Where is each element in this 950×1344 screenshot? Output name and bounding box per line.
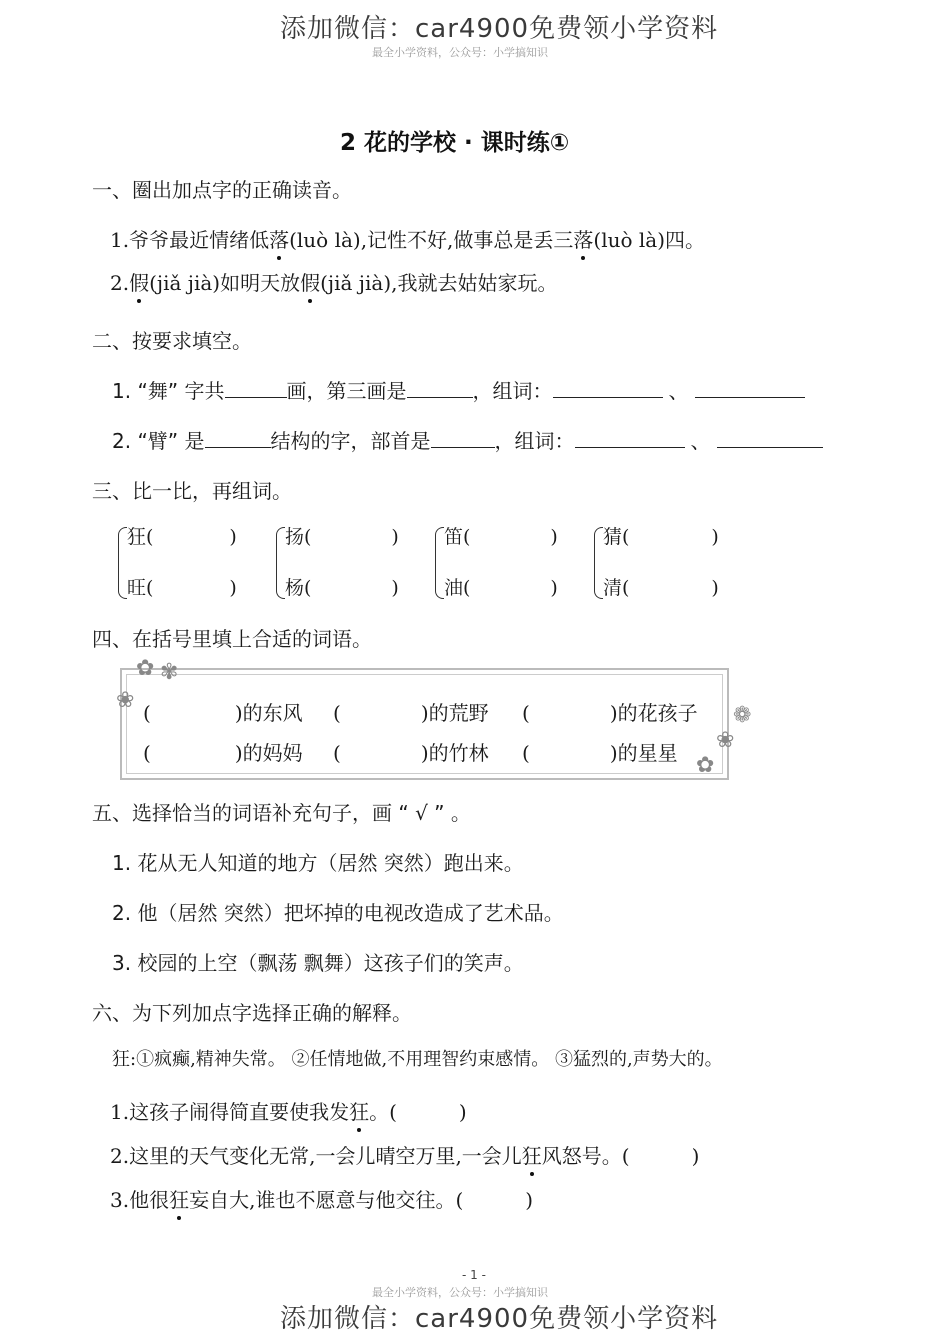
compare-top-2: 扬( ): [285, 526, 399, 548]
flower-icon-bottom-right-2: ✿: [696, 753, 715, 778]
flower-icon-bottom-right: ❀: [716, 728, 735, 753]
compare-top-4: 猜( ): [603, 526, 719, 548]
s1-question-2: [110, 267, 557, 296]
s6-q2-text-a: 2.这里的天气变化无常,一会儿晴空万里,一会儿: [110, 1144, 522, 1168]
word-blank-3[interactable]: [575, 429, 685, 448]
fill-item-5: ( )的竹林: [333, 741, 489, 765]
compare-bottom-1: 旺( ): [127, 577, 237, 599]
stroke-count-blank[interactable]: [225, 379, 287, 398]
flower-icon-right: ❁: [733, 703, 752, 728]
s6-q1-text-a: 1.这孩子闹得简直要使我发: [110, 1100, 350, 1124]
structure-blank[interactable]: [205, 429, 271, 448]
s1-q2-dotted-char-2: 假: [300, 267, 320, 296]
s1-q2-dotted-char-1: 假: [129, 267, 149, 296]
s2-q1-separator: 、: [668, 379, 689, 403]
section-1-heading: 一、圈出加点字的正确读音。: [92, 178, 352, 202]
s6-q2-dotted-char: 狂: [522, 1140, 542, 1169]
compare-bottom-4: 清( ): [603, 577, 719, 599]
s1-q2-text-b: (jiǎ jià)如明天放: [149, 271, 301, 295]
s6-question-2: [110, 1140, 699, 1169]
brace-3: [435, 527, 444, 599]
flower-icon-top-left-2: ✾: [160, 660, 179, 685]
s2-q1-text-c: ，组词：: [472, 379, 553, 403]
fill-item-6: ( )的星星: [522, 741, 678, 765]
word-blank-4[interactable]: [717, 429, 823, 448]
section-3-heading: 三、比一比，再组词。: [92, 479, 292, 503]
s6-question-1: [110, 1096, 467, 1125]
s6-q3-text-b: 妄自大,谁也不愿意与他交往。(: [189, 1188, 464, 1212]
compare-bottom-2: 杨( ): [285, 577, 399, 599]
watermark-bottom-sub: 最全小学资料，公众号：小学搞知识: [372, 1286, 548, 1299]
s6-q2-text-b: 风怒号。(: [541, 1144, 630, 1168]
watermark-top-sub: 最全小学资料，公众号：小学搞知识: [372, 46, 548, 59]
radical-blank[interactable]: [431, 429, 495, 448]
s2-q1-text-a: 1. “舞” 字共: [112, 379, 225, 403]
s1-q1-dotted-char-2: 落: [573, 224, 593, 253]
compare-bottom-3: 油( ): [444, 577, 558, 599]
watermark-top: 添加微信：car4900免费领小学资料: [280, 14, 719, 44]
section-2-heading: 二、按要求填空。: [92, 329, 252, 353]
word-blank-1[interactable]: [553, 379, 663, 398]
s1-q1-dotted-char-1: 落: [269, 224, 289, 253]
s6-q3-text-a: 3.他很: [110, 1188, 170, 1212]
s1-q1-text-b: (luò là),记性不好,做事总是丢三: [289, 228, 574, 252]
s1-q1-text-c: (luò là)四。: [593, 228, 706, 252]
s5-question-3: 3. 校园的上空（飘荡 飘舞）这孩子们的笑声。: [112, 951, 524, 975]
word-blank-2[interactable]: [695, 379, 805, 398]
s6-q1-text-c: ): [458, 1100, 467, 1124]
s2-q2-text-a: 2. “臂” 是: [112, 429, 205, 453]
flower-icon-left: ❀: [116, 688, 135, 713]
flower-icon-top-left: ✿: [136, 656, 155, 681]
s2-q2-separator: 、: [690, 429, 711, 453]
s2-question-1: [112, 375, 805, 404]
s6-q1-text-b: 。(: [369, 1100, 397, 1124]
s6-q1-dotted-char: 狂: [349, 1096, 369, 1125]
s6-q3-text-c: ): [525, 1188, 534, 1212]
brace-2: [276, 527, 285, 599]
section-6-heading: 六、为下列加点字选择正确的解释。: [92, 1001, 412, 1025]
third-stroke-blank[interactable]: [407, 379, 473, 398]
s1-question-1: [110, 224, 705, 253]
s1-q1-text-a: 1.爷爷最近情绪低: [110, 228, 270, 252]
page-number: - 1 -: [462, 1268, 486, 1282]
definitions: 狂:①疯癫,精神失常。 ②任情地做,不用理智约束感情。 ③猛烈的,声势大的。: [112, 1049, 723, 1070]
s6-question-3: [110, 1184, 533, 1213]
watermark-bottom: 添加微信：car4900免费领小学资料: [280, 1304, 719, 1334]
brace-4: [594, 527, 603, 599]
fill-item-4: ( )的妈妈: [143, 741, 303, 765]
s6-q3-dotted-char: 狂: [169, 1184, 189, 1213]
brace-1: [118, 527, 127, 599]
page-title: 2 花的学校 · 课时练①: [340, 130, 570, 156]
s1-q2-text-c: (jiǎ jià),我就去姑姑家玩。: [320, 271, 558, 295]
fill-item-3: ( )的花孩子: [522, 701, 698, 725]
s1-q2-text-a: 2.: [110, 271, 130, 295]
s5-question-2: 2. 他（居然 突然）把坏掉的电视改造成了艺术品。: [112, 901, 564, 925]
fill-item-2: ( )的荒野: [333, 701, 489, 725]
compare-top-1: 狂( ): [127, 526, 237, 548]
section-5-heading: 五、选择恰当的词语补充句子，画 “ √ ” 。: [92, 801, 471, 825]
s2-q2-text-b: 结构的字，部首是: [270, 429, 431, 453]
s2-q1-text-b: 画，第三画是: [286, 379, 407, 403]
s5-question-1: 1. 花从无人知道的地方（居然 突然）跑出来。: [112, 851, 524, 875]
compare-top-3: 笛( ): [444, 526, 558, 548]
s2-q2-text-c: ，组词：: [494, 429, 575, 453]
s6-q2-text-c: ): [691, 1144, 700, 1168]
section-4-heading: 四、在括号里填上合适的词语。: [92, 627, 372, 651]
fill-item-1: ( )的东风: [143, 701, 303, 725]
s2-question-2: [112, 425, 823, 454]
